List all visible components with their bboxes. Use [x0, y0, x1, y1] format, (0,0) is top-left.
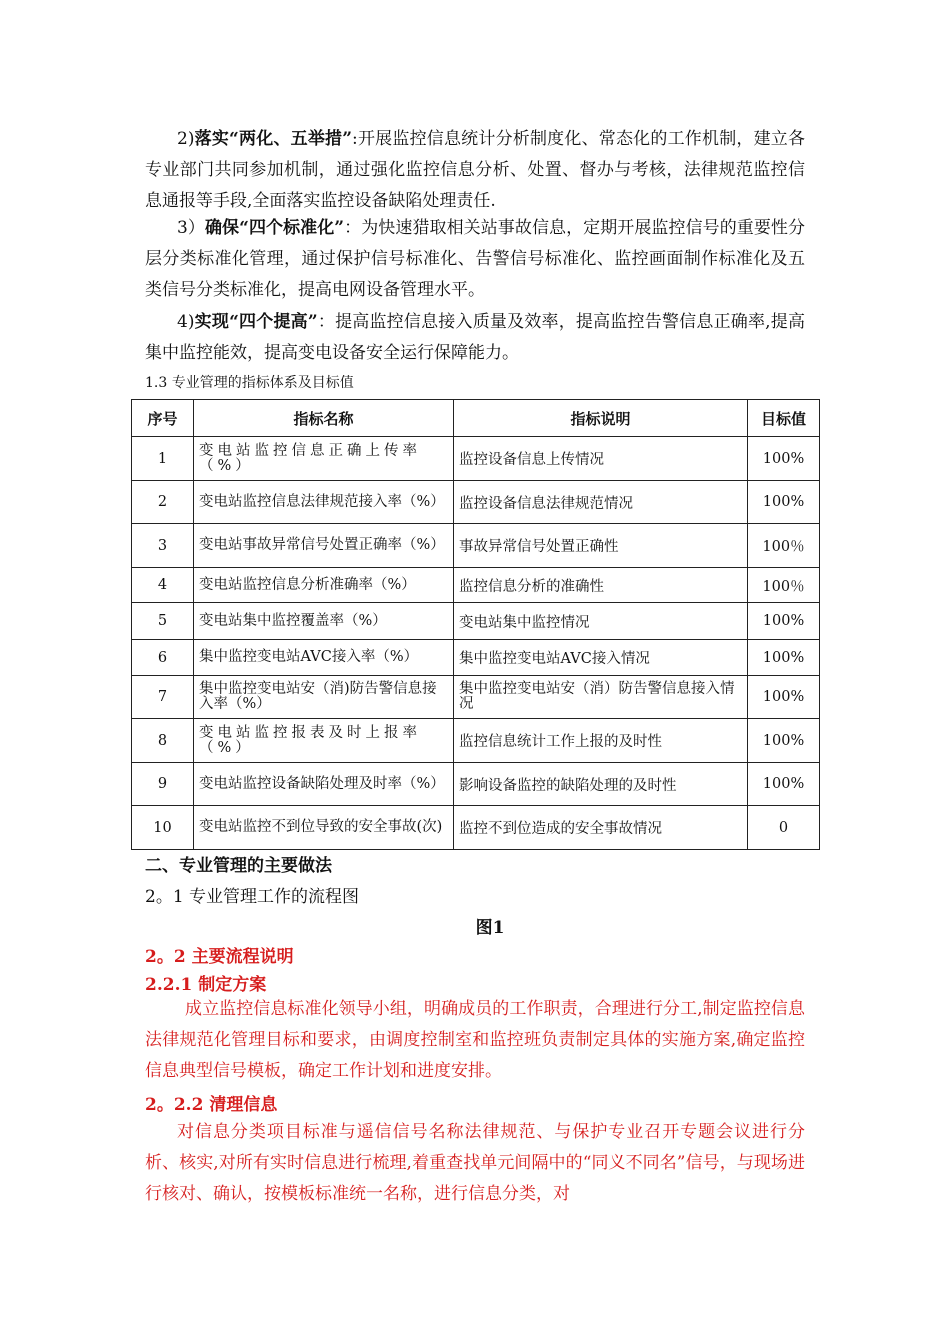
row-index: 1 — [132, 437, 194, 481]
table-row — [132, 806, 820, 850]
paragraph-formulate-plan: 成立监控信息标准化领导小组，明确成员的工作职责，合理进行分工,制定监控信息法律规范化管理目标和要求，由调度控制室和监控班负责制定具体的实施方案,确定监控信息典型信号模板，确定工作计划和进度安排。 — [145, 999, 805, 1081]
indicator-description: 监控设备信息上传情况 — [454, 437, 748, 481]
table-row — [132, 437, 820, 481]
table-row — [132, 568, 820, 603]
indicator-name: 变电站事故异常信号处置正确率（%） — [194, 524, 454, 568]
row-index: 7 — [132, 676, 194, 719]
paragraph-point-2: 2)落实“两化、五举措”:开展监控信息统计分析制度化、常态化的工作机制，建立各专业部门共同参加机制，通过强化监控信息分析、处置、督办与考核，法律规范监控信息通报等手段,全面落实监控设备缺陷处理责任. — [145, 129, 805, 211]
indicator-description: 监控信息分析的准确性 — [454, 568, 748, 603]
table-row — [132, 719, 820, 763]
header-cell: 目标值 — [748, 400, 820, 437]
row-index: 4 — [132, 568, 194, 603]
target-value: 100％ — [748, 568, 820, 603]
indicator-name: 集中监控变电站AVC接入率（%） — [194, 640, 454, 676]
subsection-heading-2-2-2: 2。2.2 清理信息 — [145, 1095, 278, 1115]
section-heading-2: 二、专业管理的主要做法 — [145, 856, 332, 876]
indicator-description: 事故异常信号处置正确性 — [454, 524, 748, 568]
indicator-name: 集中监控变电站安（消)防告警信息接入率（%） — [194, 676, 454, 719]
target-value: 100% — [748, 481, 820, 524]
indicator-description: 变电站集中监控情况 — [454, 603, 748, 640]
paragraph-clean-info: 对信息分类项目标准与遥信信号名称法律规范、与保护专业召开专题会议进行分析、核实,对所有实时信息进行梳理,着重查找单元间隔中的“同义不同名”信号，与现场进行核对、确认，按模板标准统一名称，进行信息分类，对 — [145, 1122, 805, 1204]
subsection-heading-2-1: 2。1 专业管理工作的流程图 — [145, 887, 360, 907]
indicator-description: 集中监控变电站AVC接入情况 — [454, 640, 748, 676]
row-index: 3 — [132, 524, 194, 568]
indicator-name: 变电站监控设备缺陷处理及时率（%） — [194, 763, 454, 806]
indicator-description: 监控不到位造成的安全事故情况 — [454, 806, 748, 850]
subsection-heading-2-2: 2。2 主要流程说明 — [145, 947, 294, 967]
target-value: 100% — [748, 719, 820, 763]
table-row — [132, 763, 820, 806]
paragraph-point-4: 4)实现“四个提高”：提高监控信息接入质量及效率，提高监控告警信息正确率,提高集中监控能效，提高变电设备安全运行保障能力。 — [145, 312, 805, 363]
indicator-description: 监控信息统计工作上报的及时性 — [454, 719, 748, 763]
row-index: 2 — [132, 481, 194, 524]
indicator-description: 影响设备监控的缺陷处理的及时性 — [454, 763, 748, 806]
header-cell: 指标名称 — [194, 400, 454, 437]
table-row — [132, 481, 820, 524]
table-row — [132, 603, 820, 640]
target-value: 0 — [748, 806, 820, 850]
row-index: 5 — [132, 603, 194, 640]
indicator-name: 变电站监控信息正确上传率（%） — [194, 437, 454, 481]
row-index: 8 — [132, 719, 194, 763]
subsection-heading-2-2-1: 2.2.1 制定方案 — [145, 975, 267, 995]
target-value: 100% — [748, 763, 820, 806]
target-value: 100% — [748, 603, 820, 640]
header-cell: 序号 — [132, 400, 194, 437]
indicator-name: 变电站监控信息分析准确率（%） — [194, 568, 454, 603]
indicator-name: 变电站监控报表及时上报率（%） — [194, 719, 454, 763]
paragraph-point-3: 3）确保“四个标准化”：为快速猎取相关站事故信息，定期开展监控信号的重要性分层分类标准化管理，通过保护信号标准化、告警信号标准化、监控画面制作标准化及五类信号分类标准化，提高电网设备管理水平。 — [145, 218, 805, 300]
table-row — [132, 640, 820, 676]
row-index: 10 — [132, 806, 194, 850]
table-row — [132, 676, 820, 719]
table-caption: 1.3 专业管理的指标体系及目标值 — [145, 375, 354, 391]
header-cell: 指标说明 — [454, 400, 748, 437]
table-row — [132, 524, 820, 568]
row-index: 9 — [132, 763, 194, 806]
row-index: 6 — [132, 640, 194, 676]
indicator-description: 集中监控变电站安（消）防告警信息接入情况 — [454, 676, 748, 719]
table-header-row — [132, 400, 820, 437]
target-value: 100% — [748, 676, 820, 719]
target-value: 100% — [748, 640, 820, 676]
indicator-description: 监控设备信息法律规范情况 — [454, 481, 748, 524]
indicator-name: 变电站监控信息法律规范接入率（%） — [194, 481, 454, 524]
figure-caption: 图1 — [475, 918, 505, 938]
target-value: 100％ — [748, 524, 820, 568]
target-value: 100% — [748, 437, 820, 481]
indicator-name: 变电站监控不到位导致的安全事故(次) — [194, 806, 454, 850]
indicator-name: 变电站集中监控覆盖率（%） — [194, 603, 454, 640]
indicator-table — [131, 399, 820, 850]
